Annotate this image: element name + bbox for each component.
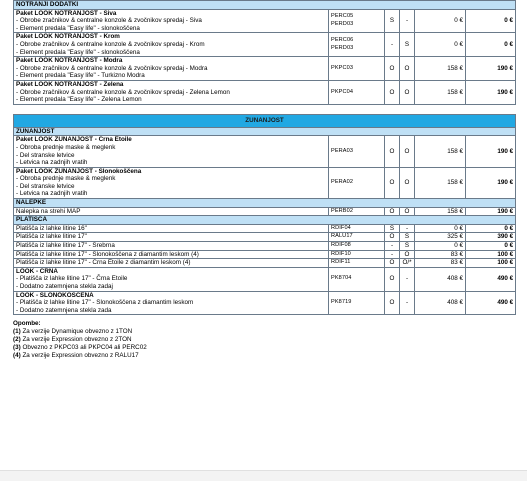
price-gross: 490 €	[466, 267, 516, 291]
availability-1: O	[385, 291, 400, 315]
option-line: - Element predala "Easy life" - slonokoščena	[16, 24, 140, 32]
option-title: LOOK - ČRNA	[16, 267, 58, 275]
note-item	[13, 352, 515, 360]
option-description	[14, 33, 329, 57]
availability-2: O	[400, 167, 415, 198]
availability-1: O	[385, 167, 400, 198]
option-line: - Platišča iz lahke litine 17" - Slonokoščena z diamantim leskom	[16, 299, 194, 307]
table-row	[14, 224, 516, 233]
code-line: PERA03	[331, 147, 354, 154]
option-title: Paket LOOK NOTRANJOST - Zelena	[16, 80, 124, 88]
code-line: PERC06	[331, 37, 354, 44]
option-code: RALU17	[329, 233, 385, 242]
option-code: RDIF04	[329, 224, 385, 233]
option-code	[329, 9, 385, 33]
code-line: PERD03	[331, 44, 354, 51]
availability-2: O	[400, 250, 415, 259]
option-code	[329, 57, 385, 81]
price-gross: 490 €	[466, 291, 516, 315]
option-code: RDIF08	[329, 242, 385, 251]
option-description: Platišča iz lahke litine 17" - Črna Etoile z diamantim leskom (4)	[14, 259, 329, 268]
availability-1: O	[385, 267, 400, 291]
availability-2: S	[400, 233, 415, 242]
option-code: PK8704	[329, 267, 385, 291]
option-description	[14, 57, 329, 81]
price-net: 83 €	[415, 250, 466, 259]
option-description	[14, 291, 329, 315]
option-code	[329, 33, 385, 57]
option-line: - Dodatno zatemnjena stekla zadaj	[16, 283, 113, 290]
price-net: 0 €	[415, 33, 466, 57]
option-line: - Letvica na zadnjih vratih	[16, 190, 88, 198]
option-line: - Element predala "Easy life" - slonokoščena	[16, 48, 140, 56]
section-title: NALEPKE	[14, 199, 516, 208]
code-line: PKPC03	[331, 64, 354, 71]
option-line: - Obroba prednje maske & meglenk	[16, 175, 116, 183]
option-description: Platišča iz lahke litine 16"	[14, 224, 329, 233]
table-row	[14, 80, 516, 104]
option-description	[14, 136, 329, 167]
interior-options-table	[13, 0, 516, 105]
availability-1: S	[385, 9, 400, 33]
notes	[13, 320, 515, 360]
availability-2: O	[400, 57, 415, 81]
price-gross: 190 €	[466, 207, 516, 216]
option-title: LOOK - SLONOKOŠČENA	[16, 291, 94, 299]
availability-2: -	[400, 9, 415, 33]
availability-2: -	[400, 267, 415, 291]
price-net: 158 €	[415, 80, 466, 104]
option-code: PERB02	[329, 207, 385, 216]
option-line: - Element predala "Easy life" - Turkizno Modra	[16, 72, 145, 80]
price-gross: 190 €	[466, 167, 516, 198]
availability-2: -	[400, 291, 415, 315]
price-gross: 190 €	[466, 57, 516, 81]
option-code	[329, 167, 385, 198]
price-gross: 390 €	[466, 233, 516, 242]
availability-2: O	[400, 207, 415, 216]
option-description	[14, 9, 329, 33]
price-net: 325 €	[415, 233, 466, 242]
option-title: Paket LOOK ZUNANJOST - Slonokoščena	[16, 167, 142, 175]
price-gross: 0 €	[466, 9, 516, 33]
table-row	[14, 33, 516, 57]
option-line: - Obrobe zračnikov & centralne konzole & zvočnikov spredaj - Zelena Lemon	[16, 88, 230, 96]
price-net: 83 €	[415, 259, 466, 268]
availability-1: -	[385, 33, 400, 57]
table-row	[14, 136, 516, 167]
option-description: Platišča iz lahke litine 17" - Slonokoščena z diamantim leskom (4)	[14, 250, 329, 259]
code-line: PKPC04	[331, 88, 354, 95]
note-text: Obvezno z PKPC03 ali PKPC04 ali PERC02	[20, 344, 147, 352]
note-item	[13, 336, 515, 344]
option-description: Platišča iz lahke litine 17" - Srebrna	[14, 242, 329, 251]
price-gross: 190 €	[466, 136, 516, 167]
option-description	[14, 167, 329, 198]
code-line: PERD03	[331, 20, 354, 27]
availability-2: -	[400, 224, 415, 233]
notes-heading: Opombe:	[13, 320, 41, 328]
note-number: (1)	[13, 328, 21, 336]
option-code	[329, 80, 385, 104]
note-item	[13, 328, 515, 336]
price-net: 0 €	[415, 242, 466, 251]
availability-1: O	[385, 233, 400, 242]
section-title: ZUNANJOST	[14, 127, 516, 136]
price-net: 158 €	[415, 57, 466, 81]
price-gross: 0 €	[466, 33, 516, 57]
exterior-options-table	[13, 114, 516, 316]
option-title: Paket LOOK NOTRANJOST - Modra	[16, 57, 123, 65]
availability-2: S	[400, 242, 415, 251]
price-gross: 100 €	[466, 250, 516, 259]
section-title: NOTRANJI DODATKI	[14, 1, 516, 10]
option-code: RDIF10	[329, 250, 385, 259]
option-line: - Obrobe zračnikov & centralne konzole & zvočnikov spredaj - Modra	[16, 64, 208, 72]
availability-1: O	[385, 207, 400, 216]
price-net: 158 €	[415, 167, 466, 198]
price-net: 408 €	[415, 291, 466, 315]
price-gross: 190 €	[466, 80, 516, 104]
table-row	[14, 242, 516, 251]
price-net: 158 €	[415, 136, 466, 167]
price-gross: 100 €	[466, 259, 516, 268]
option-line: - Del stranske letvice	[16, 182, 75, 190]
option-line: - Obrobe zračnikov & centralne konzole & zvočnikov spredaj - Siva	[16, 17, 202, 25]
option-line: - Element predala "Easy life" - Zelena Lemon	[16, 96, 142, 104]
table-row	[14, 250, 516, 259]
note-number: (2)	[13, 336, 21, 344]
option-description	[14, 267, 329, 291]
price-net: 408 €	[415, 267, 466, 291]
code-line: PERC05	[331, 13, 354, 20]
price-net: 0 €	[415, 9, 466, 33]
section-banner: ZUNANJOST	[14, 114, 516, 127]
section-title: PLATIŠČA	[14, 216, 516, 225]
option-code: RDIF11	[329, 259, 385, 268]
table-row	[14, 291, 516, 315]
table-row	[14, 259, 516, 268]
page-footer-strip	[0, 470, 527, 481]
option-code	[329, 136, 385, 167]
table-row	[14, 9, 516, 33]
availability-2: S	[400, 33, 415, 57]
option-code: PK8719	[329, 291, 385, 315]
availability-1: -	[385, 242, 400, 251]
availability-1: O	[385, 259, 400, 268]
availability-1: O	[385, 57, 400, 81]
price-gross: 0 €	[466, 224, 516, 233]
price-net: 158 €	[415, 207, 466, 216]
note-text: Za verzije Expression obvezno z 2TON	[20, 336, 132, 344]
price-list-page	[13, 0, 515, 360]
table-row	[14, 207, 516, 216]
option-line: - Obroba prednje maske & meglenk	[16, 143, 116, 151]
option-description: Nalepka na strehi MAP	[14, 207, 329, 216]
code-line: PERA02	[331, 179, 354, 186]
table-row	[14, 167, 516, 198]
availability-1: -	[385, 250, 400, 259]
option-title: Paket LOOK NOTRANJOST - Krom	[16, 33, 120, 41]
table-row	[14, 267, 516, 291]
option-description	[14, 80, 329, 104]
table-row	[14, 57, 516, 81]
option-line: - Del stranske letvice	[16, 151, 75, 159]
note-number: (3)	[13, 344, 21, 352]
option-title: Paket LOOK NOTRANJOST - Siva	[16, 9, 117, 17]
availability-2: O	[400, 80, 415, 104]
availability-2: O	[400, 136, 415, 167]
note-text: Za verzije Expression obvezno z RALU17	[20, 352, 139, 360]
note-item	[13, 344, 515, 352]
note-number: (4)	[13, 352, 21, 360]
option-line: - Platišča iz lahke litine 17" - Črna Etoile	[16, 275, 128, 283]
table-row	[14, 233, 516, 242]
price-gross: 0 €	[466, 242, 516, 251]
availability-1: O	[385, 136, 400, 167]
availability-1: S	[385, 224, 400, 233]
note-text: Za verzije Dynamique obvezno z 1TON	[20, 328, 133, 336]
option-line: - Letvica na zadnjih vratih	[16, 159, 88, 167]
option-title: Paket LOOK ZUNANJOST - Črna Etoile	[16, 136, 132, 144]
availability-2: O/*	[400, 259, 415, 268]
option-line: - Dodatno zatemnjena stekla zada	[16, 306, 112, 314]
price-net: 0 €	[415, 224, 466, 233]
option-description: Platišča iz lahke litine 17"	[14, 233, 329, 242]
option-line: - Obrobe zračnikov & centralne konzole & zvočnikov spredaj - Krom	[16, 40, 205, 48]
availability-1: O	[385, 80, 400, 104]
